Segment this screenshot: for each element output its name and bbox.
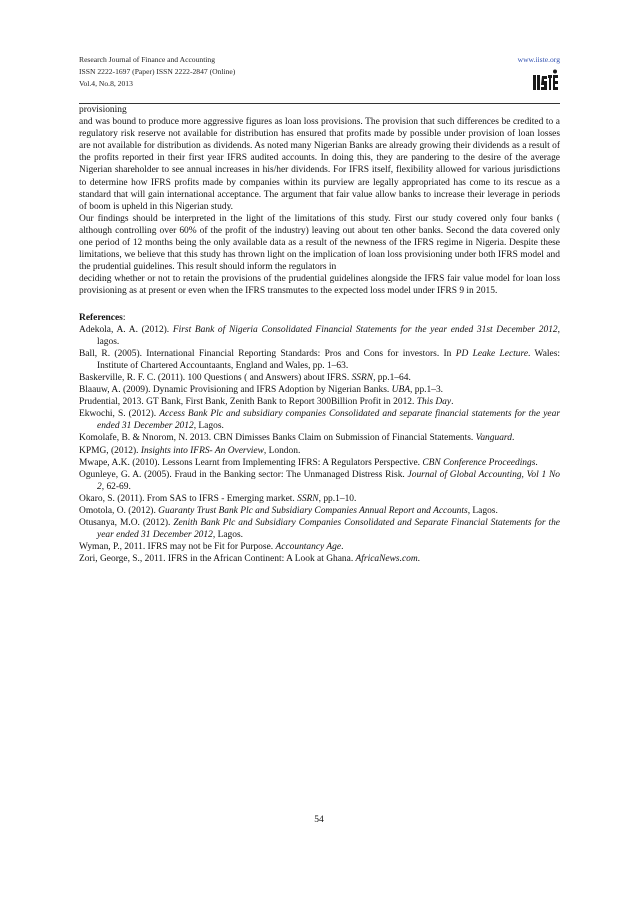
- reference-text: Omotola, O. (2012).: [79, 506, 159, 516]
- reference-item: [79, 348, 560, 372]
- reference-title: Zenith Bank Plc and Subsidiary Companies Consolidated and Separate Financial Statements for the year ended 31 December 2012: [97, 518, 560, 541]
- references-heading-text: References: [79, 312, 123, 323]
- references-heading: [79, 312, 560, 324]
- reference-tail: , lagos.: [97, 324, 560, 347]
- reference-text: Ball, R. (2005). International Financial Reporting Standards: Pros and Cons for investors. In: [79, 348, 456, 359]
- reference-tail: , pp.1–10.: [318, 493, 357, 504]
- iiste-logo: [532, 69, 558, 93]
- reference-text: Ekwochi, S. (2012).: [79, 409, 160, 420]
- reference-tail: . Wales: Institute of Chartered Accountaants, England and Wales, pp. 1–63.: [97, 348, 560, 371]
- journal-url-link[interactable]: www.iiste.org: [517, 55, 560, 64]
- reference-item: [79, 505, 560, 517]
- reference-tail: , Lagos.: [467, 506, 498, 516]
- reference-tail: , Lagos.: [193, 421, 224, 432]
- paragraph-2: Our findings should be interpreted in the light of the limitations of this study. First our study covered only four banks ( although controlling over 60% of the profit of the industry) leaving out about ten other banks. Second the data covered only one period of 12 months being the only available data as a result of the newness of the IFRS regime in Nigeria. Despite these limitations, we believe that this study has thrown light on the implication of loan loss provisioning under both IFRS model and the prudential guidelines. This result should inform the regulators in: [79, 213, 560, 273]
- reference-text: Ogunleye, G. A. (2005). Fraud in the Banking sector: The Unmanaged Distress Risk.: [79, 469, 408, 480]
- reference-tail: , pp.1–64.: [373, 372, 411, 383]
- reference-text: Otusanya, M.O. (2012).: [79, 518, 174, 529]
- reference-item: [79, 384, 560, 396]
- reference-item: [79, 408, 560, 432]
- lead-word: provisioning: [79, 105, 127, 115]
- reference-tail: .: [535, 457, 538, 468]
- reference-text: Okaro, S. (2011). From SAS to IFRS - Emerging market.: [79, 493, 298, 504]
- reference-title: SSRN: [351, 372, 374, 383]
- paragraph-3: deciding whether or not to retain the provisions of the prudential guidelines alongside the IFRS fair value model for loan loss provisioning as at present or even when the IFRS transmutes to the expected loss model under IFRS 9 in 2015.: [79, 274, 560, 297]
- reference-tail: .: [451, 397, 454, 408]
- reference-item: [79, 396, 560, 408]
- paragraph-1: and was bound to produce more aggressive figures as loan loss provisions. The provision that such differences be credited to a regulatory risk reserve not available for distribution has ensured that profits made by possible under provision of loan losses are not available for distribution as dividends. As noted many Nigerian Banks are already growing their dividends as a result of the profits reported in their first year IFRS audited accounts. In doing this, they are pandering to the desire of the average Nigerian shareholder to see annual increases in his/her dividends. For IFRS itself, flexibility allowed for various jurisdictions to determine how IFRS profits made by companies within its purview are legally appropriated has come to its rescue as a standard that will gain international acceptance. The argument that fair value allow banks to increase their leverage in periods of boom is upheld in this Nigerian study.: [79, 117, 560, 212]
- reference-text: Blaauw, A. (2009). Dynamic Provisioning and IFRS Adoption by Nigerian Banks.: [79, 385, 392, 396]
- reference-item: [79, 469, 560, 493]
- reference-title: PD Leake Lecture: [455, 348, 529, 359]
- reference-title: Access Bank Plc and subsidiary companies Consolidated and separate financial statements for the year ended 31 December 2012: [97, 409, 560, 432]
- reference-title: CBN Conference Proceedings: [422, 457, 536, 468]
- journal-title: Research Journal of Finance and Accounting: [79, 55, 216, 64]
- reference-text: Adekola, A. A. (2012).: [79, 324, 173, 335]
- volume-line: Vol.4, No.8, 2013: [79, 79, 133, 88]
- reference-item: [79, 493, 560, 505]
- reference-tail: , London.: [263, 445, 301, 456]
- reference-item: [79, 372, 560, 384]
- reference-tail: , 62-69.: [101, 481, 131, 492]
- reference-title: AfricaNews.com: [355, 554, 418, 565]
- reference-title: This Day: [416, 397, 452, 408]
- reference-text: Baskerville, R. F. C. (2011). 100 Questions ( and Answers) about IFRS.: [79, 372, 352, 383]
- reference-item: [79, 517, 560, 541]
- reference-title: First Bank of Nigeria Consolidated Financial Statements for the year ended 31st December 2012: [172, 324, 558, 335]
- page-number: 54: [314, 815, 324, 825]
- header-right: [518, 54, 560, 66]
- reference-item: [79, 324, 560, 348]
- reference-tail: .: [511, 433, 515, 444]
- reference-text: Zori, George, S., 2011. IFRS in the African Continent: A Look at Ghana.: [79, 554, 356, 565]
- reference-item: [79, 432, 560, 444]
- reference-title: Vanguard: [475, 433, 512, 444]
- references-heading-colon: :: [122, 312, 126, 323]
- reference-title: Insights into IFRS- An Overview: [140, 445, 264, 456]
- reference-title: SSRN: [297, 493, 319, 504]
- reference-title: Accountancy Age: [275, 542, 342, 553]
- page-header: [79, 54, 235, 90]
- reference-item: [79, 457, 560, 469]
- reference-item: [79, 541, 560, 553]
- reference-title: Journal of Global Accounting, Vol 1 No 2: [97, 469, 560, 492]
- reference-tail: .: [417, 554, 421, 565]
- reference-text: Komolafe, B. & Nnorom, N. 2013. CBN Dimisses Banks Claim on Submission of Financial Statements.: [79, 433, 476, 444]
- reference-text: Mwape, A.K. (2010). Lessons Learnt from Implementing IFRS: A Regulators Perspective.: [79, 457, 423, 468]
- reference-title: UBA: [391, 385, 410, 396]
- article-body: [79, 104, 560, 565]
- reference-list: [79, 324, 560, 566]
- reference-tail: .: [341, 542, 344, 553]
- reference-text: Wyman, P., 2011. IFRS may not be Fit for Purpose.: [79, 542, 276, 553]
- reference-item: [79, 553, 560, 565]
- reference-title: Guaranty Trust Bank Plc and Subsidiary Companies Annual Report and Accounts: [158, 506, 468, 516]
- reference-text: KPMG, (2012).: [79, 445, 141, 456]
- reference-tail: , pp.1–3.: [410, 385, 444, 396]
- reference-tail: , Lagos.: [212, 530, 243, 541]
- reference-item: [79, 445, 560, 457]
- reference-text: Prudential, 2013. GT Bank, First Bank, Zenith Bank to Report 300Billion Profit in 2012.: [79, 397, 417, 408]
- issn-line: ISSN 2222-1697 (Paper) ISSN 2222-2847 (Online): [79, 67, 236, 76]
